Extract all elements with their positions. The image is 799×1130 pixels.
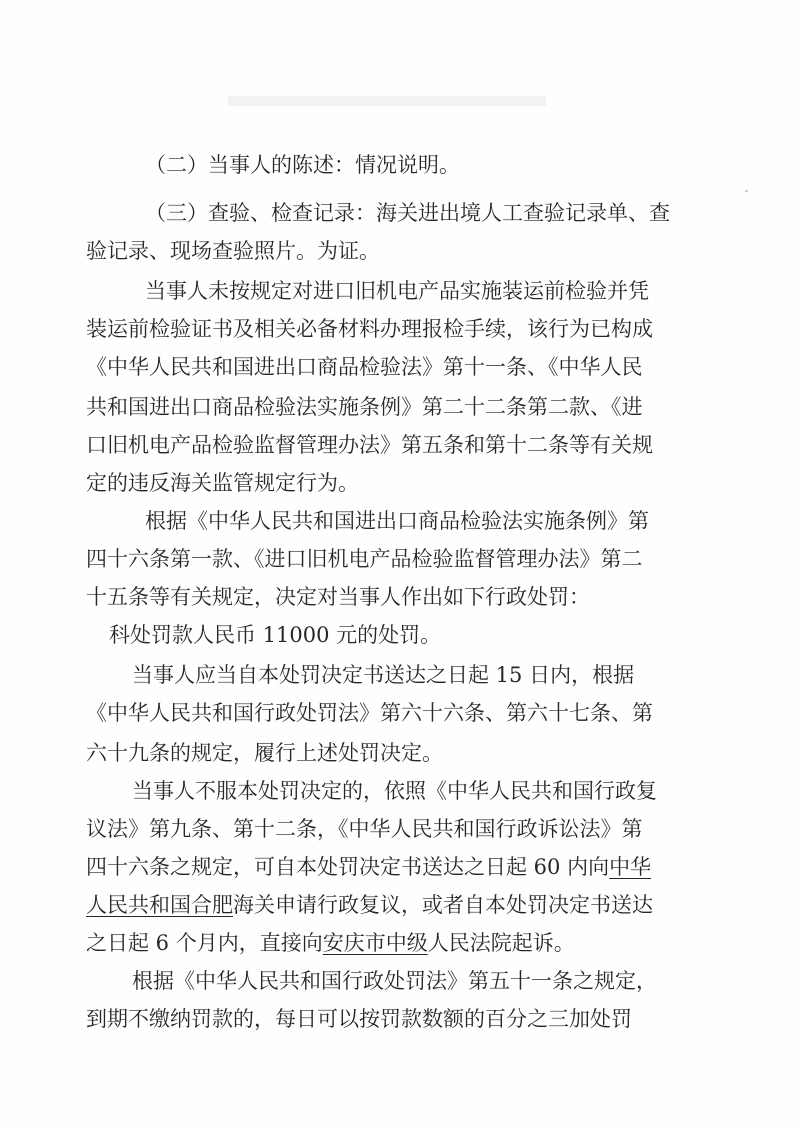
underlined-text: 人民共和国合肥 — [86, 893, 233, 917]
text-line: 人民共和国合肥海关申请行政复议，或者自本处罚决定书送达 — [86, 893, 653, 917]
text-line: 验记录、现场查验照片。为证。 — [86, 239, 380, 263]
text-line: 议法》第九条、第十二条，《中华人民共和国行政诉讼法》第 — [86, 817, 643, 841]
text-line: 《中华人民共和国进出口商品检验法》第十一条、《中华人民 — [86, 355, 643, 379]
text-line: 定的违反海关监管规定行为。 — [86, 471, 359, 495]
text-line: 根据《中华人民共和国行政处罚法》第五十一条之规定， — [132, 969, 657, 993]
text-line: （三）查验、检查记录：海关进出境人工查验记录单、查 — [145, 201, 670, 225]
text-line: 当事人应当自本处罚决定书送达之日起 15 日内，根据 — [132, 663, 635, 687]
faded-header-band — [228, 96, 546, 106]
text-line: （二）当事人的陈述：情况说明。 — [145, 153, 460, 177]
text-line: 四十六条之规定，可自本处罚决定书送达之日起 60 内向中华 — [86, 855, 652, 879]
text-line: 当事人不服本处罚决定的，依照《中华人民共和国行政复 — [132, 779, 657, 803]
text-line: 当事人未按规定对进口旧机电产品实施装运前检验并凭 — [145, 279, 649, 303]
text-line: 口旧机电产品检验监督管理办法》第五条和第十二条等有关规 — [86, 433, 653, 457]
scan-speck — [745, 190, 748, 192]
text-line: 到期不缴纳罚款的，每日可以按罚款数额的百分之三加处罚 — [86, 1007, 632, 1031]
text-line: 六十九条的规定，履行上述处罚决定。 — [86, 741, 443, 765]
text-line: 根据《中华人民共和国进出口商品检验法实施条例》第 — [145, 509, 649, 533]
text-line: 共和国进出口商品检验法实施条例》第二十二条第二款、《进 — [86, 395, 643, 419]
text-line: 《中华人民共和国行政处罚法》第六十六条、第六十七条、第 — [86, 701, 653, 725]
text-line: 十五条等有关规定，决定对当事人作出如下行政处罚： — [86, 585, 590, 609]
underlined-text: 中华 — [609, 855, 652, 879]
text-line: 之日起 6 个月内，直接向安庆市中级人民法院起诉。 — [86, 931, 575, 955]
text-line: 科处罚款人民币 11000 元的处罚。 — [109, 623, 442, 647]
underlined-text: 安庆市中级 — [322, 931, 428, 955]
text-line: 装运前检验证书及相关必备材料办理报检手续，该行为已构成 — [86, 317, 653, 341]
text-line: 四十六条第一款、《进口旧机电产品检验监督管理办法》第二 — [86, 547, 643, 571]
